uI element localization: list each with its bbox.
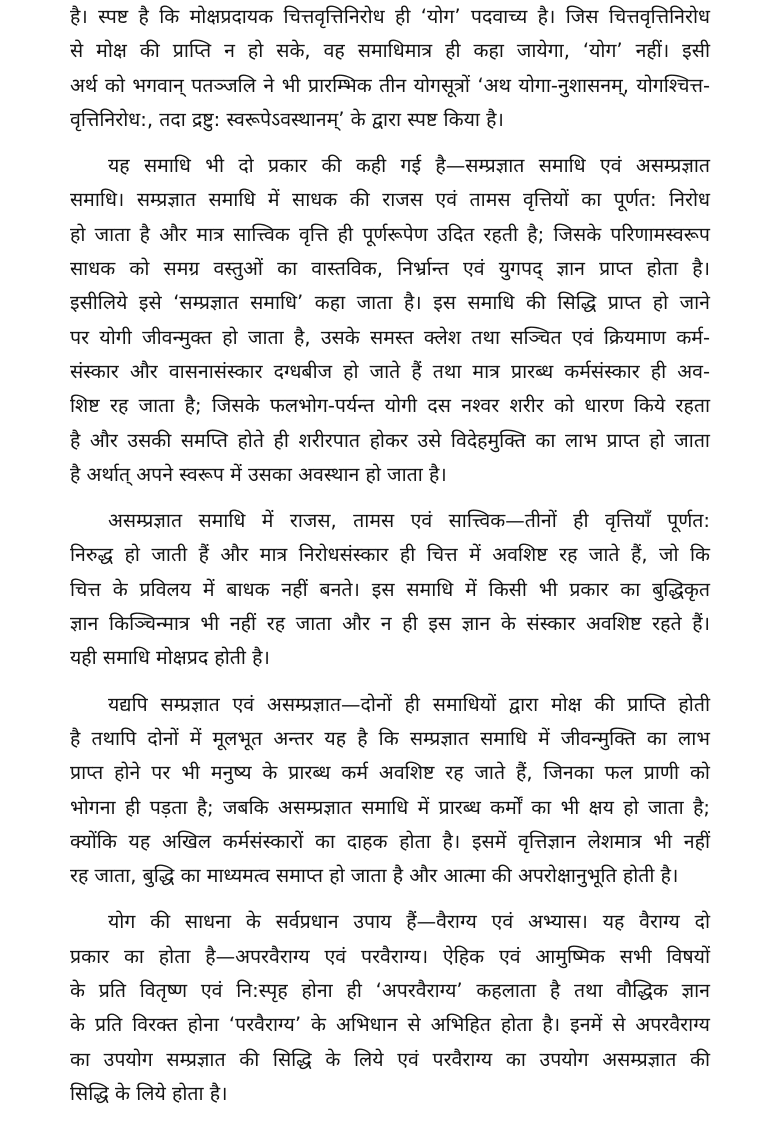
document-page — [70, 0, 710, 1123]
paragraph — [70, 905, 710, 1111]
text-line: चित्त के प्रविलय में बाधक नहीं बनते। इस समाधि में किसी भी प्रकार का बुद्धिकृत — [70, 577, 710, 601]
text-line: भोगना ही पड़ता है; जबकि असम्प्रज्ञात समाधि में प्रारब्ध कर्मों का भी क्षय हो जाता है; — [70, 795, 710, 819]
text-line: से मोक्ष की प्राप्ति न हो सके, वह समाधिमात्र ही कहा जायेगा, ‘योग’ नहीं। इसी — [70, 39, 710, 63]
text-line: हो जाता है और मात्र सात्त्विक वृत्ति ही पूर्णरूपेण उदित रहती है; जिसके परिणामस्वरूप — [70, 222, 710, 246]
text-line: प्रकार का होता है—अपरवैराग्य एवं परवैराग्य। ऐहिक एवं आमुष्मिक सभी विषयों — [70, 944, 710, 968]
text-line: रह जाता, बुद्धि का माध्यमत्व समाप्त हो जाता है और आत्मा की अपरोक्षानुभूति होती है। — [70, 864, 679, 888]
text-line: प्राप्त होने पर भी मनुष्य के प्रारब्ध कर्म अवशिष्ट रह जाते हैं, जिनका फल प्राणी को — [70, 761, 710, 785]
text-line: के प्रति विरक्त होना ‘परवैराग्य’ के अभिधान से अभिहित होता है। इनमें से अपरवैराग्य — [70, 1013, 710, 1037]
text-line: योग की साधना के सर्वप्रधान उपाय हैं—वैराग्य एवं अभ्यास। यह वैराग्य दो — [108, 910, 710, 934]
text-line: वृत्तिनिरोध:, तदा द्रष्टु: स्वरूपेऽवस्थानम्’ के द्वारा स्पष्ट किया है। — [70, 107, 504, 131]
text-line: के प्रति वितृष्ण एवं नि:स्पृह होना ही ‘अपरवैराग्य’ कहलाता है तथा वौद्धिक ज्ञान — [70, 979, 710, 1003]
paragraph — [70, 0, 710, 137]
text-line: है। स्पष्ट है कि मोक्षप्रदायक चित्तवृत्तिनिरोध ही ‘योग’ पदवाच्य है। जिस चित्तवृत्तिनिरोध — [70, 5, 710, 28]
text-line: असम्प्रज्ञात समाधि में राजस, तामस एवं सात्त्विक—तीनों ही वृत्तियाँ पूर्णत: — [108, 509, 710, 533]
text-line: पर योगी जीवन्मुक्त हो जाता है, उसके समस्त क्लेश तथा सञ्चित एवं क्रियमाण कर्म- — [70, 325, 710, 349]
text-line: है और उसकी समप्ति होते ही शरीरपात होकर उसे विदेहमुक्ति का लाभ प्राप्त हो जाता — [70, 428, 710, 452]
text-line: ज्ञान किञ्चिन्मात्र भी नहीं रह जाता और न ही इस ज्ञान के संस्कार अवशिष्ट रहते हैं। — [70, 612, 710, 636]
text-line: यद्यपि सम्प्रज्ञात एवं असम्प्रज्ञात—दोनों ही समाधियों द्वारा मोक्ष की प्राप्ति होती — [108, 692, 710, 716]
text-line: अर्थ को भगवान् पतञ्जलि ने भी प्रारम्भिक तीन योगसूत्रों ‘अथ योगा-नुशासनम्, योगश्चित्त- — [70, 73, 710, 97]
text-line: निरुद्ध हो जाती हैं और मात्र निरोधसंस्कार ही चित्त में अवशिष्ट रह जाते हैं, जो कि — [70, 543, 710, 567]
text-line: यही समाधि मोक्षप्रद होती है। — [70, 646, 270, 670]
paragraph — [70, 149, 710, 492]
text-line: साधक को समग्र वस्तुओं का वास्तविक, निर्भ्रान्त एवं युगपद् ज्ञान प्राप्त होता है। — [70, 257, 710, 281]
text-line: का उपयोग सम्प्रज्ञात की सिद्धि के लिये एवं परवैराग्य का उपयोग असम्प्रज्ञात की — [70, 1047, 710, 1071]
paragraph — [70, 688, 710, 894]
text-line: है अर्थात् अपने स्वरूप में उसका अवस्थान हो जाता है। — [70, 462, 447, 486]
text-line: यह समाधि भी दो प्रकार की कही गई है—सम्प्रज्ञात समाधि एवं असम्प्रज्ञात — [108, 154, 710, 178]
text-line: है तथापि दोनों में मूलभूत अन्तर यह है कि सम्प्रज्ञात समाधि में जीवन्मुक्ति का लाभ — [70, 726, 710, 750]
text-line: शिष्ट रह जाता है; जिसके फलभोग-पर्यन्त योगी दस नश्वर शरीर को धारण किये रहता — [70, 394, 710, 418]
text-line: इसीलिये इसे ‘सम्प्रज्ञात समाधि’ कहा जाता है। इस समाधि की सिद्धि प्राप्त हो जाने — [70, 291, 710, 315]
text-line: संस्कार और वासनासंस्कार दग्धबीज हो जाते हैं तथा मात्र प्रारब्ध कर्मसंस्कार ही अव- — [70, 359, 710, 383]
text-line: क्योंकि यह अखिल कर्मसंस्कारों का दाहक होता है। इसमें वृत्तिज्ञान लेशमात्र भी नहीं — [70, 829, 710, 853]
text-line: समाधि। सम्प्रज्ञात समाधि में साधक की राजस एवं तामस वृत्तियों का पूर्णत: निरोध — [70, 188, 710, 212]
text-line: सिद्धि के लिये होता है। — [70, 1081, 228, 1105]
paragraph — [70, 504, 710, 675]
